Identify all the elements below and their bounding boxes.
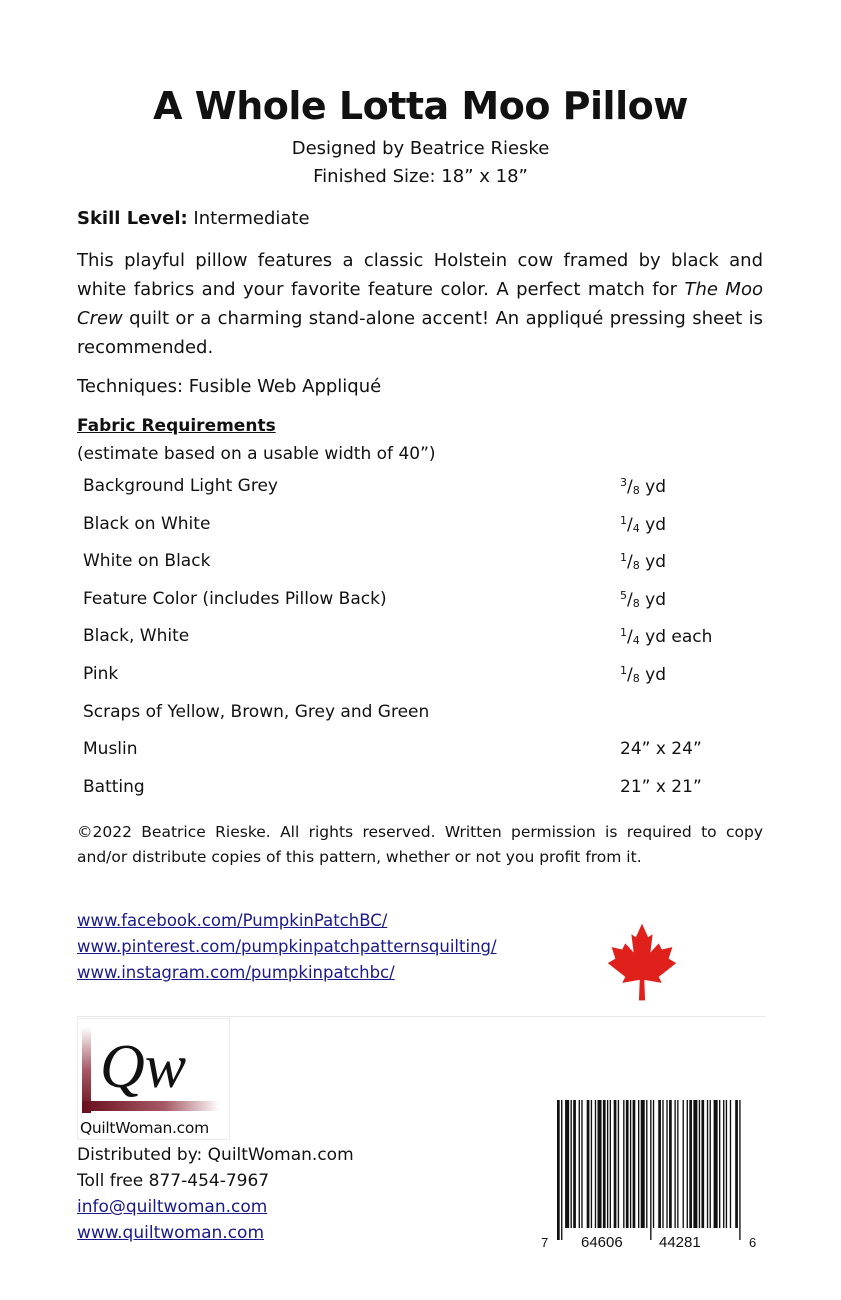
social-links	[77, 908, 497, 986]
fabric-name: Batting	[83, 776, 145, 797]
barcode-bar	[595, 1100, 596, 1228]
fabric-unit: yd	[639, 664, 666, 685]
fabric-quantity: $^1/_4$ yd each	[620, 626, 713, 648]
barcode-digits-last: 6	[749, 1235, 757, 1250]
fraction-numerator: 1	[620, 626, 627, 640]
fabric-row	[83, 626, 763, 664]
barcode	[537, 1100, 759, 1250]
fabric-unit: yd each	[639, 627, 713, 648]
barcode-bar	[739, 1100, 740, 1240]
skill-label: Skill Level:	[77, 208, 188, 229]
copyright: ©2022 Beatrice Rieske. All rights reserved. Written permission is required to copy and/or distribute copies of this pattern, whether or not you profit from it.	[77, 823, 763, 866]
fabric-name: Black, White	[83, 626, 190, 647]
barcode-bar	[587, 1100, 590, 1228]
techniques: Techniques: Fusible Web Appliqué	[77, 376, 382, 397]
barcode-digits-first: 7	[541, 1235, 549, 1250]
facebook-link[interactable]: www.facebook.com/PumpkinPatchBC/	[77, 911, 388, 930]
distributor-info	[77, 1142, 354, 1246]
barcode-bar	[571, 1100, 572, 1228]
barcode-bar	[607, 1100, 608, 1228]
fabric-name: Scraps of Yellow, Brown, Grey and Green	[83, 701, 430, 722]
barcode-bar	[573, 1100, 576, 1228]
fabric-unit: yd	[639, 589, 666, 610]
barcode-bar	[701, 1100, 704, 1228]
fabric-unit: yd	[639, 514, 666, 535]
fabric-quantity: $^5/_8$ yd	[620, 588, 666, 610]
fabric-name: Pink	[83, 663, 119, 684]
fraction-numerator: 5	[620, 588, 627, 602]
barcode-bar	[689, 1100, 692, 1228]
barcode-bar	[557, 1100, 560, 1240]
barcode-bar	[641, 1100, 645, 1228]
distributor-email-link[interactable]: info@quiltwoman.com	[77, 1197, 268, 1217]
barcode-bar	[710, 1100, 711, 1228]
barcode-bar	[653, 1100, 654, 1228]
fabric-quantity: $^1/_4$ yd	[620, 513, 666, 535]
fabric-name: Muslin	[83, 739, 138, 760]
finished-size: Finished Size: 18” x 18”	[313, 166, 528, 187]
fabric-row	[83, 476, 763, 514]
barcode-bar	[707, 1100, 708, 1228]
barcode-bar	[669, 1100, 672, 1228]
distributor-line: Distributed by: QuiltWoman.com	[77, 1145, 354, 1165]
barcode-bar	[699, 1100, 700, 1228]
barcode-bar	[633, 1100, 636, 1228]
fabric-row	[83, 551, 763, 589]
fraction-denominator: 4	[632, 634, 640, 648]
barcode-bar	[638, 1100, 639, 1228]
fabric-row	[83, 664, 763, 702]
fraction-denominator: 4	[632, 521, 640, 535]
barcode-bar	[662, 1100, 663, 1228]
barcode-bar	[693, 1100, 697, 1228]
fabric-unit: 21” x 21”	[620, 776, 702, 797]
fabric-row	[83, 514, 763, 552]
barcode-bar	[561, 1100, 562, 1240]
fabric-quantity: $^1/_8$ yd	[620, 551, 666, 573]
barcode-bar	[730, 1100, 731, 1228]
fraction-numerator: 1	[620, 551, 627, 565]
barcode-bar	[646, 1100, 647, 1228]
page-title: A Whole Lotta Moo Pillow	[153, 84, 688, 128]
fabric-unit: 24” x 24”	[620, 739, 702, 760]
barcode-bar	[650, 1100, 651, 1240]
barcode-bar	[591, 1100, 592, 1228]
fabric-note: (estimate based on a usable width of 40”)	[77, 444, 436, 464]
distributor-phone: Toll free 877-454-7967	[77, 1171, 270, 1191]
barcode-digits-left: 64606	[581, 1234, 623, 1250]
fabric-row	[83, 589, 763, 627]
quiltwoman-logo	[77, 1018, 230, 1140]
description	[77, 246, 763, 362]
fraction-numerator: 1	[620, 663, 627, 677]
designer-line: Designed by Beatrice Rieske	[291, 138, 550, 159]
barcode-bar	[687, 1100, 688, 1228]
logo-mark	[80, 1021, 220, 1113]
barcode-bar	[714, 1100, 718, 1228]
fabric-row	[83, 777, 763, 815]
barcode-bar	[614, 1100, 617, 1228]
barcode-digits-right: 44281	[659, 1234, 701, 1250]
skill-level	[77, 208, 310, 229]
barcode-bar	[579, 1100, 580, 1228]
description-part2: quilt or a charming stand-alone accent! An appliqué pressing sheet is recommended.	[77, 308, 763, 358]
fabric-unit: yd	[639, 552, 666, 573]
fabric-quantity: $^1/_8$ yd	[620, 663, 666, 685]
barcode-bar	[677, 1100, 678, 1228]
barcode-bar	[683, 1100, 684, 1228]
logo-caption: QuiltWoman.com	[80, 1119, 209, 1137]
fabric-name: Black on White	[83, 513, 211, 534]
barcode-bar	[598, 1100, 602, 1228]
fabric-name: Background Light Grey	[83, 476, 278, 496]
divider	[77, 1016, 765, 1017]
barcode-bar	[626, 1100, 629, 1228]
skill-value: Intermediate	[187, 208, 310, 229]
barcode-bar	[630, 1100, 631, 1228]
barcode-bar	[618, 1100, 619, 1228]
barcode-bar	[581, 1100, 582, 1228]
distributor-website-link[interactable]: www.quiltwoman.com	[77, 1223, 264, 1243]
barcode-bar	[723, 1100, 724, 1228]
fabric-name: White on Black	[83, 551, 211, 572]
fabric-quantity	[620, 777, 702, 797]
fraction-denominator: 8	[632, 596, 640, 610]
fabric-quantity	[620, 739, 702, 759]
description-quilt-name: The Moo Crew	[77, 279, 763, 329]
barcode-bar	[719, 1100, 720, 1228]
fabric-quantity: $^3/_8$ yd	[620, 476, 666, 497]
barcode-bar	[666, 1100, 667, 1228]
pinterest-link[interactable]: www.pinterest.com/pumpkinpatchpatternsquilting/	[77, 937, 497, 956]
fabric-row	[83, 739, 763, 777]
logo-text: Qw	[100, 1033, 187, 1101]
fraction-numerator: 3	[620, 476, 627, 489]
fraction-denominator: 8	[632, 559, 640, 573]
barcode-bar	[674, 1100, 675, 1228]
maple-leaf-icon	[604, 922, 680, 1002]
barcode-bar	[658, 1100, 661, 1228]
barcode-bar	[623, 1100, 624, 1228]
fraction-denominator: 8	[632, 671, 640, 685]
fraction-denominator: 8	[632, 484, 640, 497]
barcode-bar	[735, 1100, 738, 1228]
barcode-bar	[603, 1100, 606, 1228]
barcode-bar	[565, 1100, 569, 1228]
fabric-heading: Fabric Requirements	[77, 416, 276, 436]
description-part1: This playful pillow features a classic Holstein cow framed by black and white fabrics and your favorite feature color. A perfect match for	[77, 250, 763, 300]
fabric-name: Feature Color (includes Pillow Back)	[83, 588, 387, 609]
barcode-bar	[726, 1100, 727, 1228]
instagram-link[interactable]: www.instagram.com/pumpkinpatchbc/	[77, 963, 395, 982]
barcode-bar	[610, 1100, 611, 1228]
fabric-unit: yd	[639, 477, 666, 497]
fabric-table	[83, 476, 763, 814]
fraction-numerator: 1	[620, 513, 627, 527]
fabric-row	[83, 702, 763, 740]
